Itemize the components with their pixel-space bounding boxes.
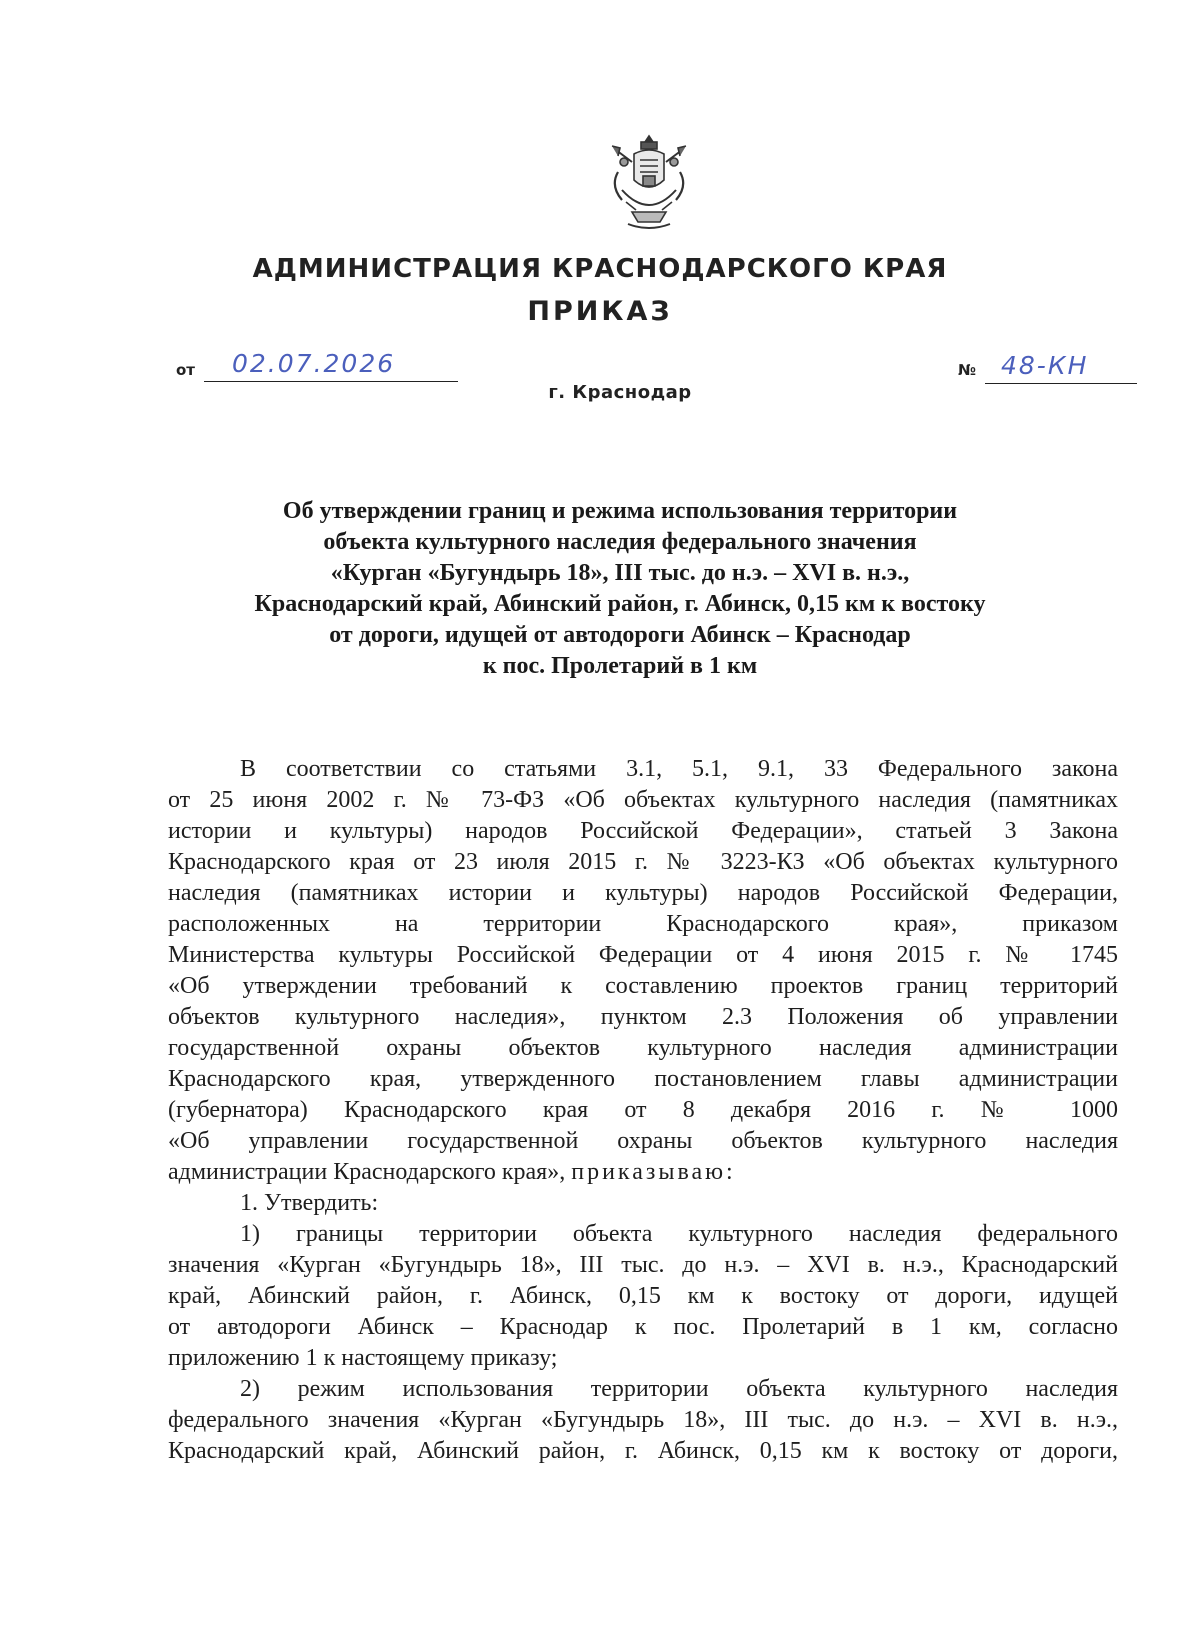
body-line: край, Абинский район, г. Абинск, 0,15 км к востоку от дороги, идущей bbox=[168, 1283, 1118, 1309]
date-underline bbox=[204, 381, 458, 382]
body-line: Министерства культуры Российской Федерации от 4 июня 2015 г. № 1745 bbox=[168, 942, 1118, 968]
body-line: «Об утверждении требований к составлению проектов границ территорий bbox=[168, 973, 1118, 999]
body-line: Краснодарского края от 23 июля 2015 г. № 3223-КЗ «Об объектах культурного bbox=[168, 849, 1118, 875]
subject-line: к пос. Пролетарий в 1 км bbox=[482, 653, 758, 679]
subject-line: «Курган «Бугундырь 18», III тыс. до н.э. – XVI в. н.э., bbox=[330, 560, 910, 586]
city-line: г. Краснодар bbox=[548, 382, 692, 403]
body-line: федерального значения «Курган «Бугундырь 18», III тыс. до н.э. – XVI в. н.э., bbox=[168, 1407, 1118, 1433]
subject-line: Краснодарский край, Абинский район, г. Абинск, 0,15 км к востоку bbox=[254, 591, 986, 617]
date-label: от bbox=[176, 361, 195, 379]
list-item-approve: 1. Утвердить: bbox=[240, 1190, 379, 1216]
coat-of-arms-emblem bbox=[604, 132, 694, 232]
body-line: от 25 июня 2002 г. № 73-ФЗ «Об объектах культурного наследия (памятниках bbox=[168, 787, 1118, 813]
body-line: «Об управлении государственной охраны объектов культурного наследия bbox=[168, 1128, 1118, 1154]
body-line: В соответствии со статьями 3.1, 5.1, 9.1, 33 Федерального закона bbox=[240, 756, 1118, 782]
handwritten-number: 48-КН bbox=[1001, 351, 1089, 380]
subject-line: Об утверждении границ и режима использования территории bbox=[282, 498, 958, 524]
document-subject bbox=[150, 496, 1090, 682]
body-line: от автодороги Абинск – Краснодар к пос. Пролетарий в 1 км, согласно bbox=[168, 1314, 1118, 1340]
document-body bbox=[168, 754, 1118, 1467]
subject-line: от дороги, идущей от автодороги Абинск – Краснодар bbox=[329, 622, 911, 648]
body-line: 2) режим использования территории объекта культурного наследия bbox=[240, 1376, 1118, 1402]
body-line: Краснодарского края, утвержденного постановлением главы администрации bbox=[168, 1066, 1118, 1092]
body-line: объектов культурного наследия», пунктом 2.3 Положения об управлении bbox=[168, 1004, 1118, 1030]
organization-title: АДМИНИСТРАЦИЯ КРАСНОДАРСКОГО КРАЯ bbox=[252, 254, 948, 284]
document-type: ПРИКАЗ bbox=[527, 296, 673, 327]
body-line: расположенных на территории Краснодарского края», приказом bbox=[168, 911, 1118, 937]
subject-line: объекта культурного наследия федерального значения bbox=[323, 529, 917, 555]
number-underline bbox=[985, 383, 1137, 384]
body-line: значения «Курган «Бугундырь 18», III тыс. до н.э. – XVI в. н.э., Краснодарский bbox=[168, 1252, 1118, 1278]
body-line: 1) границы территории объекта культурного наследия федерального bbox=[240, 1221, 1118, 1247]
body-line: наследия (памятниках истории и культуры) народов Российской Федерации, bbox=[168, 880, 1118, 906]
handwritten-date: 02.07.2026 bbox=[232, 349, 396, 378]
body-line-order-verb bbox=[168, 1157, 1118, 1188]
body-line: истории и культуры) народов Российской Федерации», статьей 3 Закона bbox=[168, 818, 1118, 844]
body-text: администрации Краснодарского края», bbox=[168, 1159, 566, 1185]
number-label: № bbox=[958, 361, 977, 379]
body-line: государственной охраны объектов культурного наследия администрации bbox=[168, 1035, 1118, 1061]
order-verb: приказываю: bbox=[571, 1159, 736, 1185]
body-line: приложению 1 к настоящему приказу; bbox=[168, 1345, 558, 1371]
body-line: Краснодарский край, Абинский район, г. Абинск, 0,15 км к востоку от дороги, bbox=[168, 1438, 1118, 1464]
body-line: (губернатора) Краснодарского края от 8 декабря 2016 г. № 1000 bbox=[168, 1097, 1118, 1123]
